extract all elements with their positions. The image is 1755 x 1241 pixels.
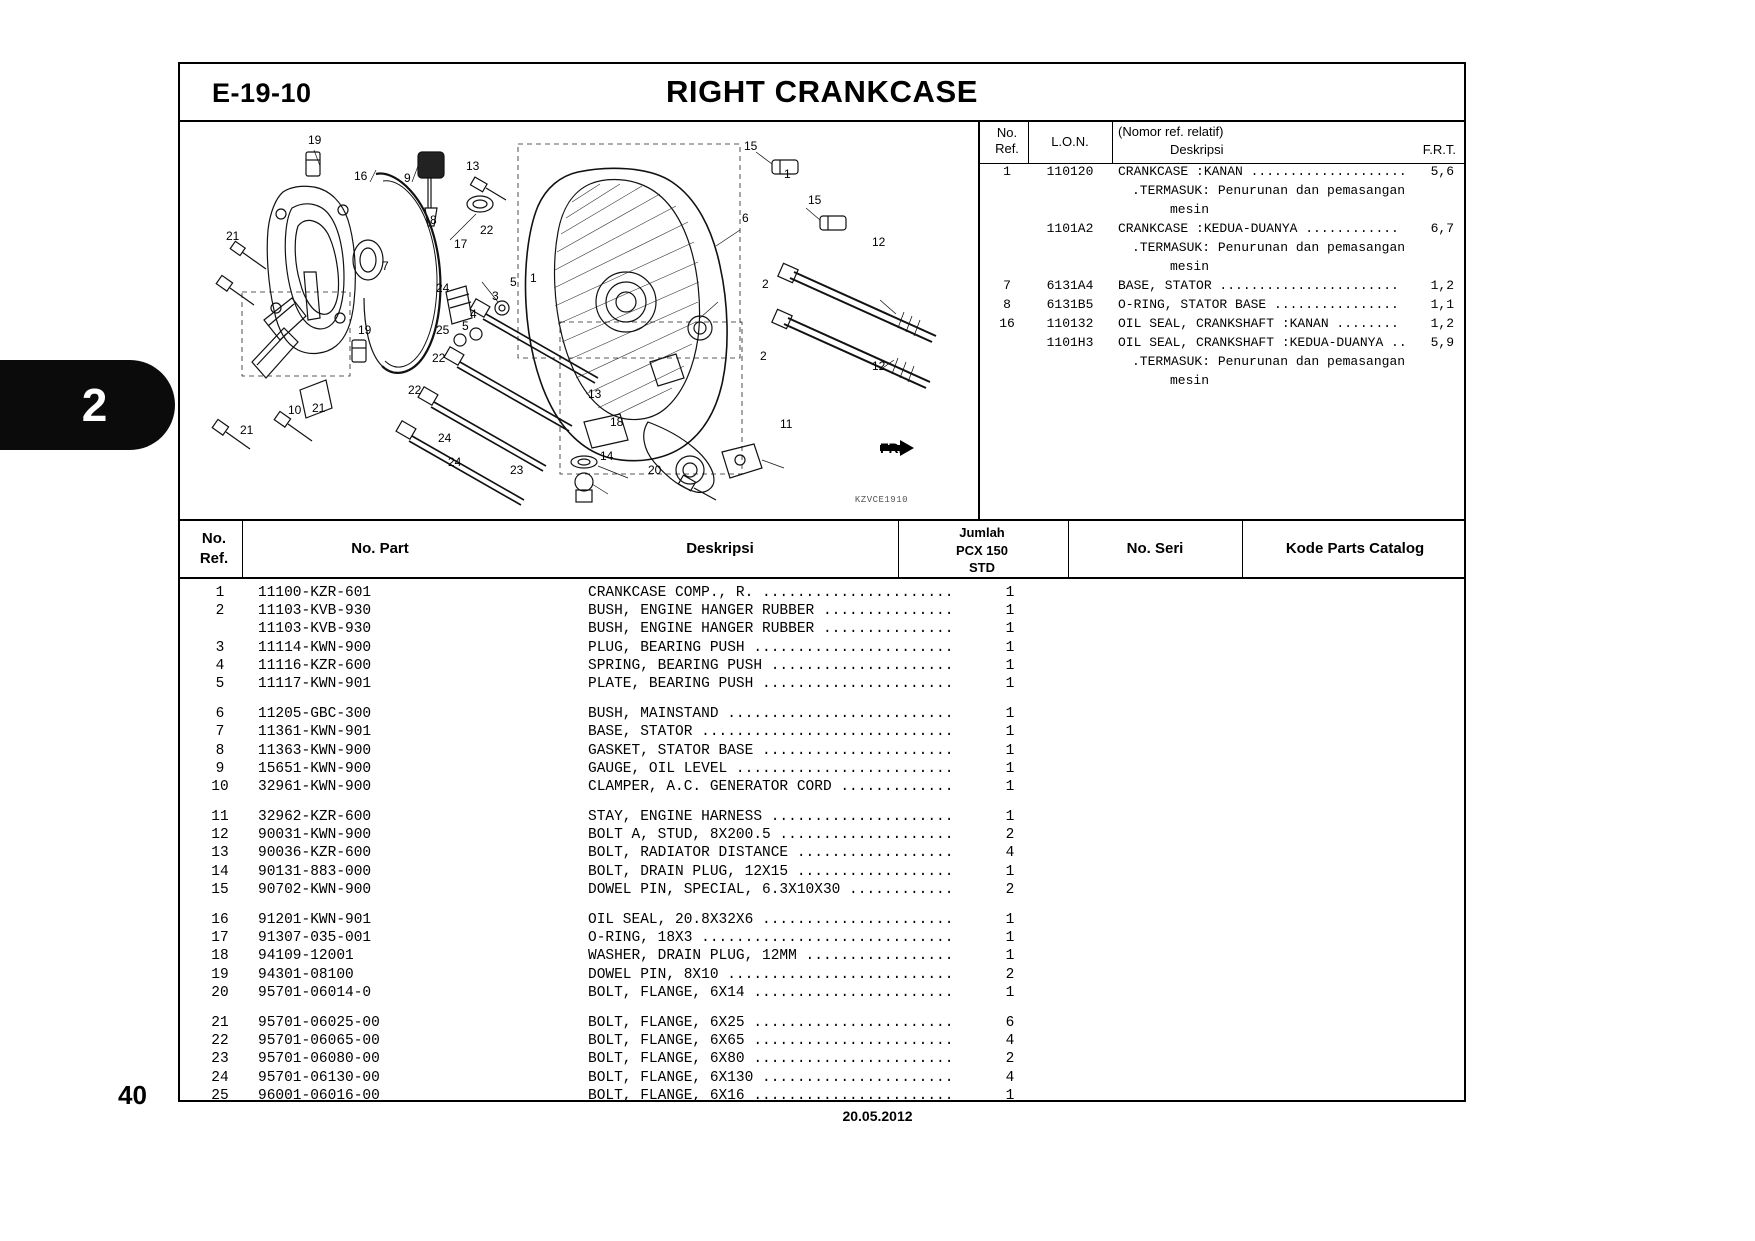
table-row	[180, 985, 1464, 1003]
svg-text:2: 2	[762, 277, 769, 291]
parts-row-part-number: 32962-KZR-600	[258, 809, 372, 826]
parts-row-no: 25	[211, 1087, 229, 1104]
parts-row-description: BOLT, FLANGE, 6X14 .......................	[588, 984, 954, 1001]
parts-row-quantity: 6	[1005, 1014, 1015, 1031]
svg-text:21: 21	[312, 401, 326, 415]
parts-row-quantity: 1	[1005, 760, 1015, 777]
parts-row-quantity: 1	[1005, 984, 1015, 1001]
svg-text:22: 22	[480, 223, 494, 237]
parts-row-description: BOLT, FLANGE, 6X130 ......................	[588, 1069, 954, 1086]
parts-row-part-number: 11361-KWN-901	[258, 724, 372, 741]
footer-date: 20.05.2012	[842, 1108, 913, 1124]
parts-row-part-number: 11100-KZR-601	[258, 585, 372, 601]
reference-row-no: 16	[999, 316, 1015, 331]
reference-row-desc: mesin	[1170, 259, 1210, 274]
table-row	[180, 967, 1464, 985]
page-code: E-19-10	[212, 78, 312, 108]
reference-row-desc: OIL SEAL, CRANKSHAFT :KANAN ........	[1118, 316, 1399, 331]
parts-row-description: BOLT, FLANGE, 6X16 .......................	[588, 1087, 954, 1104]
parts-row-part-number: 90131-883-000	[258, 863, 372, 880]
parts-row-description: CLAMPER, A.C. GENERATOR CORD .............	[588, 778, 954, 795]
reference-row-no: 1	[1003, 164, 1011, 179]
parts-row-spacer	[180, 1003, 1464, 1015]
table-row	[180, 676, 1464, 694]
reference-row-lon: 110120	[1046, 164, 1094, 179]
parts-row-part-number: 11114-KWN-900	[258, 639, 372, 656]
parts-row-description: WASHER, DRAIN PLUG, 12MM .................	[588, 948, 954, 965]
svg-text:15: 15	[808, 193, 822, 207]
table-row	[180, 1033, 1464, 1051]
parts-row-no: 16	[211, 912, 229, 928]
reference-row-desc: O-RING, STATOR BASE ................	[1118, 297, 1399, 312]
parts-row-no: 21	[211, 1014, 229, 1031]
reference-row-desc: .TERMASUK: Penurunan dan pemasangan	[1132, 240, 1406, 255]
svg-text:1: 1	[784, 167, 791, 181]
reference-row-lon: 6131B5	[1046, 297, 1094, 312]
parts-row-quantity: 1	[1005, 1087, 1015, 1104]
parts-row-no: 2	[215, 603, 225, 620]
reference-row-desc: OIL SEAL, CRANKSHAFT :KEDUA-DUANYA ..	[1118, 335, 1407, 350]
parts-row-no: 6	[215, 706, 225, 723]
page-number: 40	[118, 1080, 147, 1110]
parts-row-no: 20	[211, 984, 229, 1001]
parts-row-quantity: 1	[1005, 657, 1015, 674]
reference-row	[980, 297, 1464, 316]
col-lon: L.O.N.	[1051, 134, 1089, 149]
parts-row-part-number: 95701-06130-00	[258, 1069, 380, 1086]
header-jumlah: Jumlah PCX 150 STD	[955, 525, 1009, 576]
parts-row-description: BOLT A, STUD, 8X200.5 ....................	[588, 827, 954, 844]
section-tab-number: 2	[81, 379, 108, 431]
reference-row	[980, 354, 1464, 373]
reference-table-body	[980, 164, 1464, 392]
reference-row-desc: mesin	[1170, 202, 1210, 217]
parts-row-no: 13	[211, 845, 229, 862]
parts-row-quantity: 1	[1005, 809, 1015, 826]
parts-row-part-number: 94301-08100	[258, 966, 354, 983]
parts-row-part-number: 90036-KZR-600	[258, 845, 372, 862]
reference-row-desc: .TERMASUK: Penurunan dan pemasangan	[1132, 183, 1406, 198]
table-row	[180, 779, 1464, 797]
reference-row	[980, 316, 1464, 335]
table-row	[180, 761, 1464, 779]
parts-row-quantity: 4	[1005, 845, 1015, 862]
svg-text:13: 13	[588, 387, 602, 401]
table-row	[180, 640, 1464, 658]
table-row	[180, 864, 1464, 882]
reference-row	[980, 164, 1464, 183]
parts-row-quantity: 1	[1005, 930, 1015, 947]
parts-row-quantity: 2	[1005, 827, 1015, 844]
parts-table-header	[180, 521, 1464, 579]
parts-row-spacer	[180, 797, 1464, 809]
table-row	[180, 882, 1464, 900]
parts-row-part-number: 90702-KWN-900	[258, 881, 372, 898]
svg-text:10: 10	[288, 403, 302, 417]
parts-row-part-number: 95701-06025-00	[258, 1014, 380, 1031]
parts-row-quantity: 1	[1005, 585, 1015, 601]
table-row	[180, 743, 1464, 761]
parts-row-part-number: 94109-12001	[258, 948, 354, 965]
svg-text:15: 15	[744, 139, 758, 153]
svg-text:3: 3	[492, 289, 499, 303]
reference-row	[980, 240, 1464, 259]
parts-row-description: SPRING, BEARING PUSH .....................	[588, 657, 954, 674]
reference-row-desc: mesin	[1170, 373, 1210, 388]
svg-text:1: 1	[530, 271, 537, 285]
reference-row-frt: 5,6	[1430, 164, 1454, 179]
parts-row-no: 24	[211, 1069, 229, 1086]
parts-row-description: BOLT, DRAIN PLUG, 12X15 ..................	[588, 863, 954, 880]
parts-row-no: 15	[211, 881, 229, 898]
parts-row-no: 10	[211, 778, 229, 795]
parts-row-no: 18	[211, 948, 229, 965]
reference-table-header	[980, 122, 1464, 164]
parts-row-description: PLATE, BEARING PUSH ......................	[588, 675, 954, 692]
svg-text:6: 6	[742, 211, 749, 225]
table-row	[180, 706, 1464, 724]
parts-row-description: BOLT, FLANGE, 6X65 .......................	[588, 1033, 954, 1050]
parts-row-no: 8	[215, 742, 225, 759]
svg-text:17: 17	[454, 237, 468, 251]
svg-text:2: 2	[760, 349, 767, 363]
table-row	[180, 948, 1464, 966]
parts-row-part-number: 95701-06014-0	[258, 984, 372, 1001]
parts-row-quantity: 1	[1005, 603, 1015, 620]
svg-text:19: 19	[308, 133, 322, 147]
parts-row-no: 17	[211, 930, 229, 947]
parts-row-quantity: 1	[1005, 724, 1015, 741]
parts-row-description: BUSH, ENGINE HANGER RUBBER ...............	[588, 621, 954, 638]
reference-row-lon: 6131A4	[1046, 278, 1094, 293]
parts-row-part-number: 96001-06016-00	[258, 1087, 380, 1104]
parts-row-no: 7	[215, 724, 225, 741]
parts-row-no: 23	[211, 1051, 229, 1068]
reference-row-frt: 5,9	[1430, 335, 1454, 350]
header-deskripsi: Deskripsi	[686, 540, 754, 557]
reference-table	[980, 122, 1464, 519]
svg-text:24: 24	[436, 281, 450, 295]
parts-row-quantity: 1	[1005, 742, 1015, 759]
parts-row-part-number: 11117-KWN-901	[258, 675, 372, 692]
reference-row-desc: .TERMASUK: Penurunan dan pemasangan	[1132, 354, 1406, 369]
parts-row-quantity: 4	[1005, 1069, 1015, 1086]
parts-row-quantity: 1	[1005, 675, 1015, 692]
svg-text:19: 19	[358, 323, 372, 337]
table-row	[180, 809, 1464, 827]
parts-row-quantity: 1	[1005, 863, 1015, 880]
parts-row-quantity: 1	[1005, 706, 1015, 723]
svg-text:11: 11	[780, 417, 793, 431]
parts-row-part-number: 91201-KWN-901	[258, 912, 372, 928]
reference-row	[980, 373, 1464, 392]
table-row	[180, 1015, 1464, 1033]
reference-row	[980, 202, 1464, 221]
illustration-and-ref	[180, 122, 1464, 521]
svg-text:12: 12	[872, 359, 886, 373]
parts-row-spacer	[180, 900, 1464, 912]
parts-row-description: BOLT, FLANGE, 6X80 .......................	[588, 1051, 954, 1068]
parts-row-description: BASE, STATOR .............................	[588, 724, 954, 741]
svg-text:22: 22	[432, 351, 446, 365]
col-relative-note: (Nomor ref. relatif)	[1118, 124, 1224, 139]
svg-text:4: 4	[470, 307, 477, 321]
front-direction-mark	[880, 440, 903, 456]
parts-row-quantity: 2	[1005, 966, 1015, 983]
parts-row-description: STAY, ENGINE HARNESS .....................	[588, 809, 954, 826]
parts-row-description: DOWEL PIN, SPECIAL, 6.3X10X30 ............	[588, 881, 954, 898]
crankcase-drawing	[180, 122, 980, 519]
reference-row-lon: 1101H3	[1046, 335, 1094, 350]
parts-row-description: OIL SEAL, 20.8X32X6 ......................	[588, 912, 954, 928]
svg-text:20: 20	[648, 463, 662, 477]
catalog-sheet	[178, 62, 1466, 1102]
parts-row-spacer	[180, 694, 1464, 706]
parts-row-part-number: 95701-06080-00	[258, 1051, 380, 1068]
svg-text:5: 5	[510, 275, 517, 289]
svg-text:5: 5	[462, 319, 469, 333]
parts-row-no: 22	[211, 1033, 229, 1050]
reference-row	[980, 335, 1464, 354]
svg-text:16: 16	[354, 169, 368, 183]
parts-row-no: 4	[215, 657, 225, 674]
header-no-ref: No. Ref.	[199, 530, 229, 567]
drawing-code: KZVCE1910	[854, 495, 908, 505]
parts-row-no: 9	[215, 760, 225, 777]
table-row	[180, 845, 1464, 863]
reference-row-desc: CRANKCASE :KEDUA-DUANYA ............	[1118, 221, 1399, 236]
table-row	[180, 724, 1464, 742]
table-row	[180, 1070, 1464, 1088]
header-no-part: No. Part	[351, 540, 409, 557]
parts-row-description: DOWEL PIN, 8X10 ..........................	[588, 966, 954, 983]
svg-text:9: 9	[404, 171, 411, 185]
table-row	[180, 585, 1464, 603]
parts-row-no: 14	[211, 863, 229, 880]
reference-row-desc: BASE, STATOR .......................	[1118, 278, 1399, 293]
parts-row-quantity: 1	[1005, 778, 1015, 795]
parts-row-quantity: 2	[1005, 881, 1015, 898]
parts-row-no: 3	[215, 639, 225, 656]
parts-row-description: BUSH, ENGINE HANGER RUBBER ...............	[588, 603, 954, 620]
parts-row-no: 11	[211, 809, 229, 826]
parts-row-part-number: 15651-KWN-900	[258, 760, 372, 777]
reference-row	[980, 278, 1464, 297]
sheet-header	[180, 64, 1464, 122]
reference-row	[980, 259, 1464, 278]
svg-text:7: 7	[382, 259, 389, 273]
parts-row-part-number: 95701-06065-00	[258, 1033, 380, 1050]
reference-row-lon: 1101A2	[1046, 221, 1094, 236]
parts-row-quantity: 1	[1005, 912, 1015, 928]
header-no-seri: No. Seri	[1126, 540, 1184, 557]
exploded-diagram	[180, 122, 980, 519]
svg-text:22: 22	[408, 383, 422, 397]
svg-text:21: 21	[226, 229, 240, 243]
parts-row-description: O-RING, 18X3 .............................	[588, 930, 954, 947]
parts-row-quantity: 1	[1005, 948, 1015, 965]
reference-row-frt: 1,2	[1430, 316, 1454, 331]
parts-row-quantity: 1	[1005, 639, 1015, 656]
table-row	[180, 621, 1464, 639]
parts-row-no: 1	[215, 585, 225, 601]
reference-row-frt: 6,7	[1430, 221, 1454, 236]
parts-row-description: BUSH, MAINSTAND ..........................	[588, 706, 954, 723]
svg-text:21: 21	[240, 423, 254, 437]
svg-text:23: 23	[510, 463, 524, 477]
reference-row-no: 8	[1003, 297, 1011, 312]
parts-row-description: GASKET, STATOR BASE ......................	[588, 742, 954, 759]
reference-row	[980, 183, 1464, 202]
reference-row	[980, 221, 1464, 240]
col-frt: F.R.T.	[1422, 142, 1456, 157]
parts-row-quantity: 4	[1005, 1033, 1015, 1050]
parts-row-part-number: 11205-GBC-300	[258, 706, 372, 723]
parts-table-body	[180, 579, 1464, 1106]
svg-text:12: 12	[872, 235, 886, 249]
header-kode-parts: Kode Parts Catalog	[1285, 540, 1425, 557]
parts-row-part-number: 91307-035-001	[258, 930, 372, 947]
parts-row-no: 5	[215, 675, 225, 692]
arrow-icon	[880, 440, 914, 456]
parts-row-description: BOLT, FLANGE, 6X25 .......................	[588, 1014, 954, 1031]
svg-text:24: 24	[448, 455, 462, 469]
reference-row-frt: 1,1	[1430, 297, 1454, 312]
table-row	[180, 1051, 1464, 1069]
parts-row-description: BOLT, RADIATOR DISTANCE ..................	[588, 845, 954, 862]
svg-text:24: 24	[438, 431, 452, 445]
col-no-ref: No. Ref.	[995, 125, 1019, 157]
parts-row-quantity: 2	[1005, 1051, 1015, 1068]
reference-row-desc: CRANKCASE :KANAN ....................	[1118, 164, 1407, 179]
table-row	[180, 930, 1464, 948]
svg-text:25: 25	[436, 323, 450, 337]
parts-row-part-number: 11103-KVB-930	[258, 621, 372, 638]
parts-row-no: 19	[211, 966, 229, 983]
parts-row-description: CRANKCASE COMP., R. ......................	[588, 585, 954, 601]
parts-row-part-number: 11363-KWN-900	[258, 742, 372, 759]
table-row	[180, 603, 1464, 621]
parts-row-description: GAUGE, OIL LEVEL .........................	[588, 760, 954, 777]
parts-row-part-number: 32961-KWN-900	[258, 778, 372, 795]
reference-row-frt: 1,2	[1430, 278, 1454, 293]
parts-row-quantity: 1	[1005, 621, 1015, 638]
parts-row-part-number: 11116-KZR-600	[258, 657, 372, 674]
table-row	[180, 658, 1464, 676]
svg-text:8: 8	[430, 213, 437, 227]
page-title: RIGHT CRANKCASE	[665, 74, 979, 109]
table-row	[180, 827, 1464, 845]
reference-row-no: 7	[1003, 278, 1011, 293]
svg-text:13: 13	[466, 159, 480, 173]
col-deskripsi: Deskripsi	[1170, 142, 1224, 157]
svg-text:14: 14	[600, 449, 614, 463]
parts-row-part-number: 11103-KVB-930	[258, 603, 372, 620]
table-row	[180, 1088, 1464, 1106]
parts-row-no: 12	[211, 827, 229, 844]
parts-row-part-number: 90031-KWN-900	[258, 827, 372, 844]
section-tab	[0, 360, 175, 450]
table-row	[180, 912, 1464, 930]
reference-row-lon: 110132	[1046, 316, 1094, 331]
parts-row-description: PLUG, BEARING PUSH .......................	[588, 639, 954, 656]
svg-text:18: 18	[610, 415, 624, 429]
